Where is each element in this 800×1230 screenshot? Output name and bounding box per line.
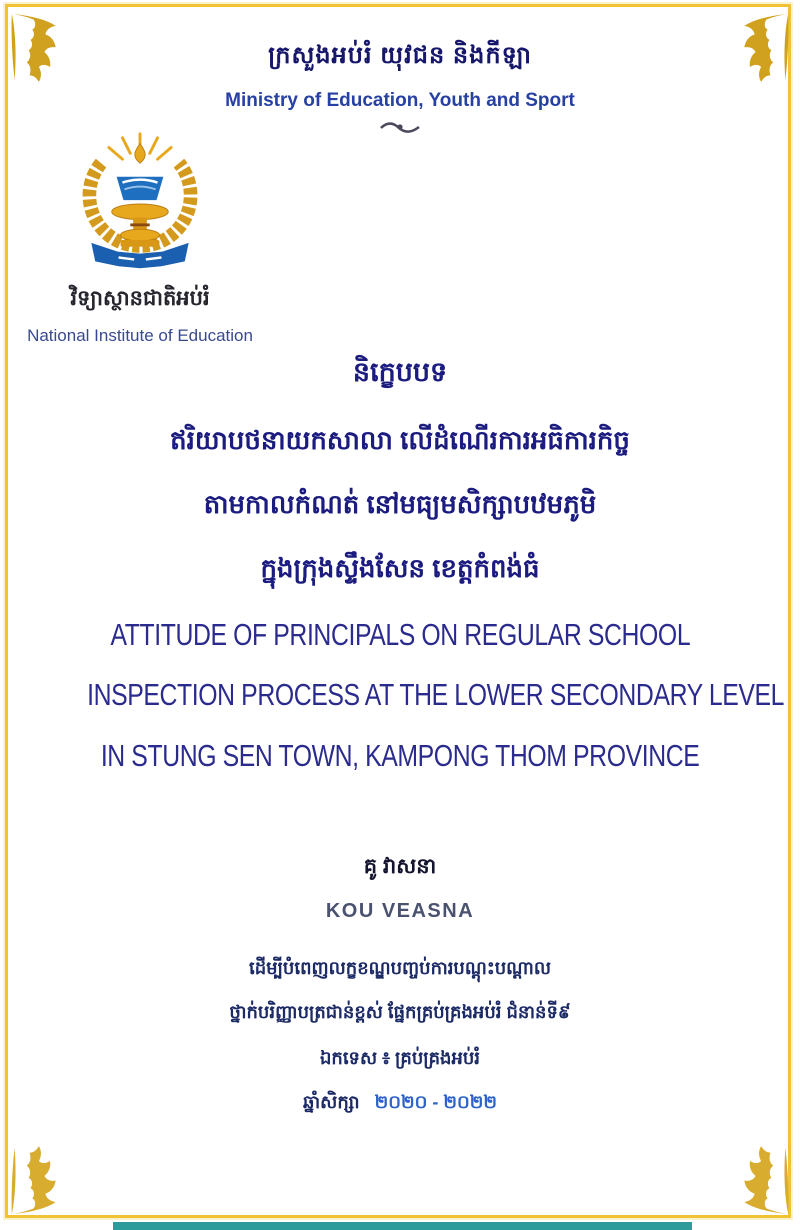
academic-year-label: ឆ្នាំសិក្សា: [303, 1092, 360, 1112]
next-page-edge-strip: [113, 1222, 692, 1230]
thesis-type-label: និក្ខេបបទ: [352, 357, 448, 387]
corner-flourish-icon: [735, 1132, 791, 1218]
thesis-title-english-line: [0, 738, 800, 774]
thesis-title-khmer-line: ឥរិយាបថនាយកសាលា លើដំណើរការអធិការកិច្ច: [170, 425, 630, 455]
purpose-line: ដើម្បីបំពេញលក្ខខណ្ឌបញ្ចប់ការបណ្តុះបណ្តាល: [249, 958, 551, 978]
institute-name-khmer: វិទ្យាស្ថានជាតិអប់រំ: [70, 287, 210, 310]
thesis-title-english-text: ATTITUDE OF PRINCIPALS ON REGULAR SCHOOL: [110, 617, 690, 652]
author-name-english: KOU VEASNA: [325, 900, 475, 922]
academic-year-line: [0, 1090, 800, 1117]
nie-emblem-icon: [62, 130, 218, 276]
thesis-title-khmer-line: តាមកាលកំណត់ នៅមធ្យមសិក្សាបឋមភូមិ: [203, 489, 597, 519]
major-line: ឯកទេស ៖ គ្រប់គ្រងអប់រំ: [319, 1048, 481, 1068]
thesis-title-english-text: INSPECTION PROCESS AT THE LOWER SECONDARY LEVEL: [87, 677, 785, 712]
ministry-name-khmer: ក្រសួងអប់រំ យុវជន និងកីឡា: [268, 42, 532, 69]
thesis-title-english-line: [0, 617, 800, 653]
corner-flourish-icon: [9, 1132, 65, 1218]
degree-line: ថ្នាក់បរិញ្ញាបត្រជាន់ខ្ពស់ ផ្នែកគ្រប់គ្រងអប់រំ ជំនាន់ទី៩: [229, 1002, 571, 1022]
academic-year-value: ២០២០ - ២០២២: [374, 1092, 497, 1112]
ministry-name-english: Ministry of Education, Youth and Sport: [225, 90, 575, 111]
institute-block: [20, 130, 260, 346]
author-name-khmer: គូ វាសនា: [363, 855, 437, 878]
thesis-title-khmer-line: ក្នុងក្រុងស្ទឹងសែន ខេត្តកំពង់ធំ: [260, 553, 540, 583]
thesis-title-english-text: IN STUNG SEN TOWN, KAMPONG THOM PROVINCE: [100, 738, 700, 773]
thesis-title-english-line: [0, 677, 800, 713]
institute-name-english: National Institute of Education: [27, 326, 253, 345]
